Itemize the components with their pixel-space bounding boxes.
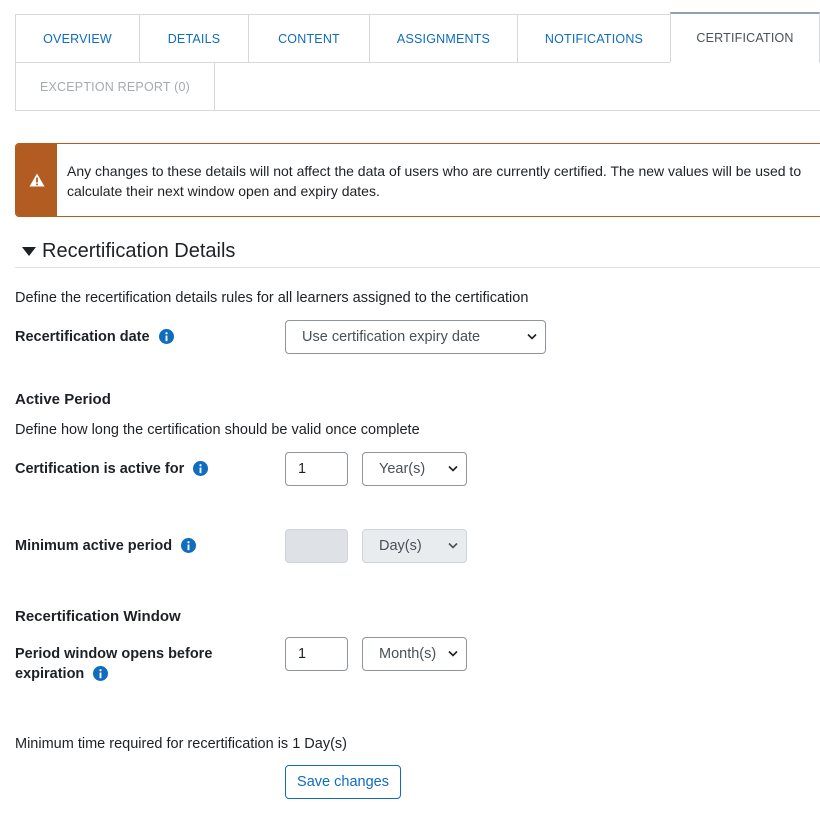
info-icon[interactable] <box>93 666 108 681</box>
section-title: Recertification Details <box>42 240 236 262</box>
window-opens-unit-value: Month(s) <box>379 646 437 662</box>
info-icon[interactable] <box>181 538 196 553</box>
alert-icon-box <box>16 144 57 216</box>
tab-details[interactable]: DETAILS <box>139 14 249 63</box>
tab-certification[interactable]: CERTIFICATION <box>670 12 820 63</box>
window-opens-unit-select[interactable] <box>362 637 467 671</box>
tab-assignments[interactable]: ASSIGNMENTS <box>369 14 518 63</box>
active-period-description: Define how long the certification should be valid once complete <box>15 422 420 438</box>
recertification-date-value: Use certification expiry date <box>302 329 481 345</box>
minimum-active-period-input <box>285 529 348 563</box>
caret-down-icon <box>22 247 36 257</box>
window-opens-input[interactable] <box>285 637 348 671</box>
window-opens-label-line1: Period window opens before <box>15 646 213 662</box>
chevron-down-icon <box>448 542 458 550</box>
tab-exception-report: EXCEPTION REPORT (0) <box>15 62 215 111</box>
minimum-active-period-label <box>15 536 196 556</box>
info-icon[interactable] <box>159 329 174 344</box>
warning-icon <box>29 173 45 187</box>
alert-message: Any changes to these details will not affect the data of users who are currently certified. The new values will be used to calculate their next window open and expiry dates. <box>67 163 802 199</box>
active-for-input[interactable] <box>285 452 348 486</box>
chevron-down-icon <box>448 650 458 658</box>
window-opens-label <box>15 644 212 684</box>
tabs-divider <box>15 110 820 111</box>
info-icon[interactable] <box>193 461 208 476</box>
minimum-active-period-unit-select <box>362 529 467 563</box>
recertification-window-heading: Recertification Window <box>15 608 181 625</box>
active-for-label-text: Certification is active for <box>15 461 185 477</box>
minimum-active-period-unit-value: Day(s) <box>379 538 422 554</box>
tab-bar <box>15 14 820 111</box>
active-for-unit-value: Year(s) <box>379 461 426 477</box>
section-toggle[interactable] <box>22 240 235 263</box>
recertification-date-label-text: Recertification date <box>15 329 150 345</box>
recertification-date-select[interactable] <box>285 320 546 354</box>
recertification-date-label <box>15 327 174 347</box>
active-period-heading: Active Period <box>15 391 111 408</box>
active-for-label <box>15 459 208 479</box>
active-for-unit-select[interactable] <box>362 452 467 486</box>
section-divider <box>15 267 820 268</box>
tab-notifications[interactable]: NOTIFICATIONS <box>517 14 671 63</box>
chevron-down-icon <box>448 465 458 473</box>
save-changes-button[interactable]: Save changes <box>285 765 401 799</box>
tab-content[interactable]: CONTENT <box>248 14 370 63</box>
tab-overview[interactable]: OVERVIEW <box>15 14 140 63</box>
minimum-time-text: Minimum time required for recertification is 1 Day(s) <box>15 736 347 752</box>
warning-alert <box>15 143 820 217</box>
chevron-down-icon <box>527 333 537 341</box>
section-description: Define the recertification details rules for all learners assigned to the certification <box>15 290 529 306</box>
window-opens-label-line2: expiration <box>15 666 85 682</box>
minimum-active-period-label-text: Minimum active period <box>15 538 173 554</box>
